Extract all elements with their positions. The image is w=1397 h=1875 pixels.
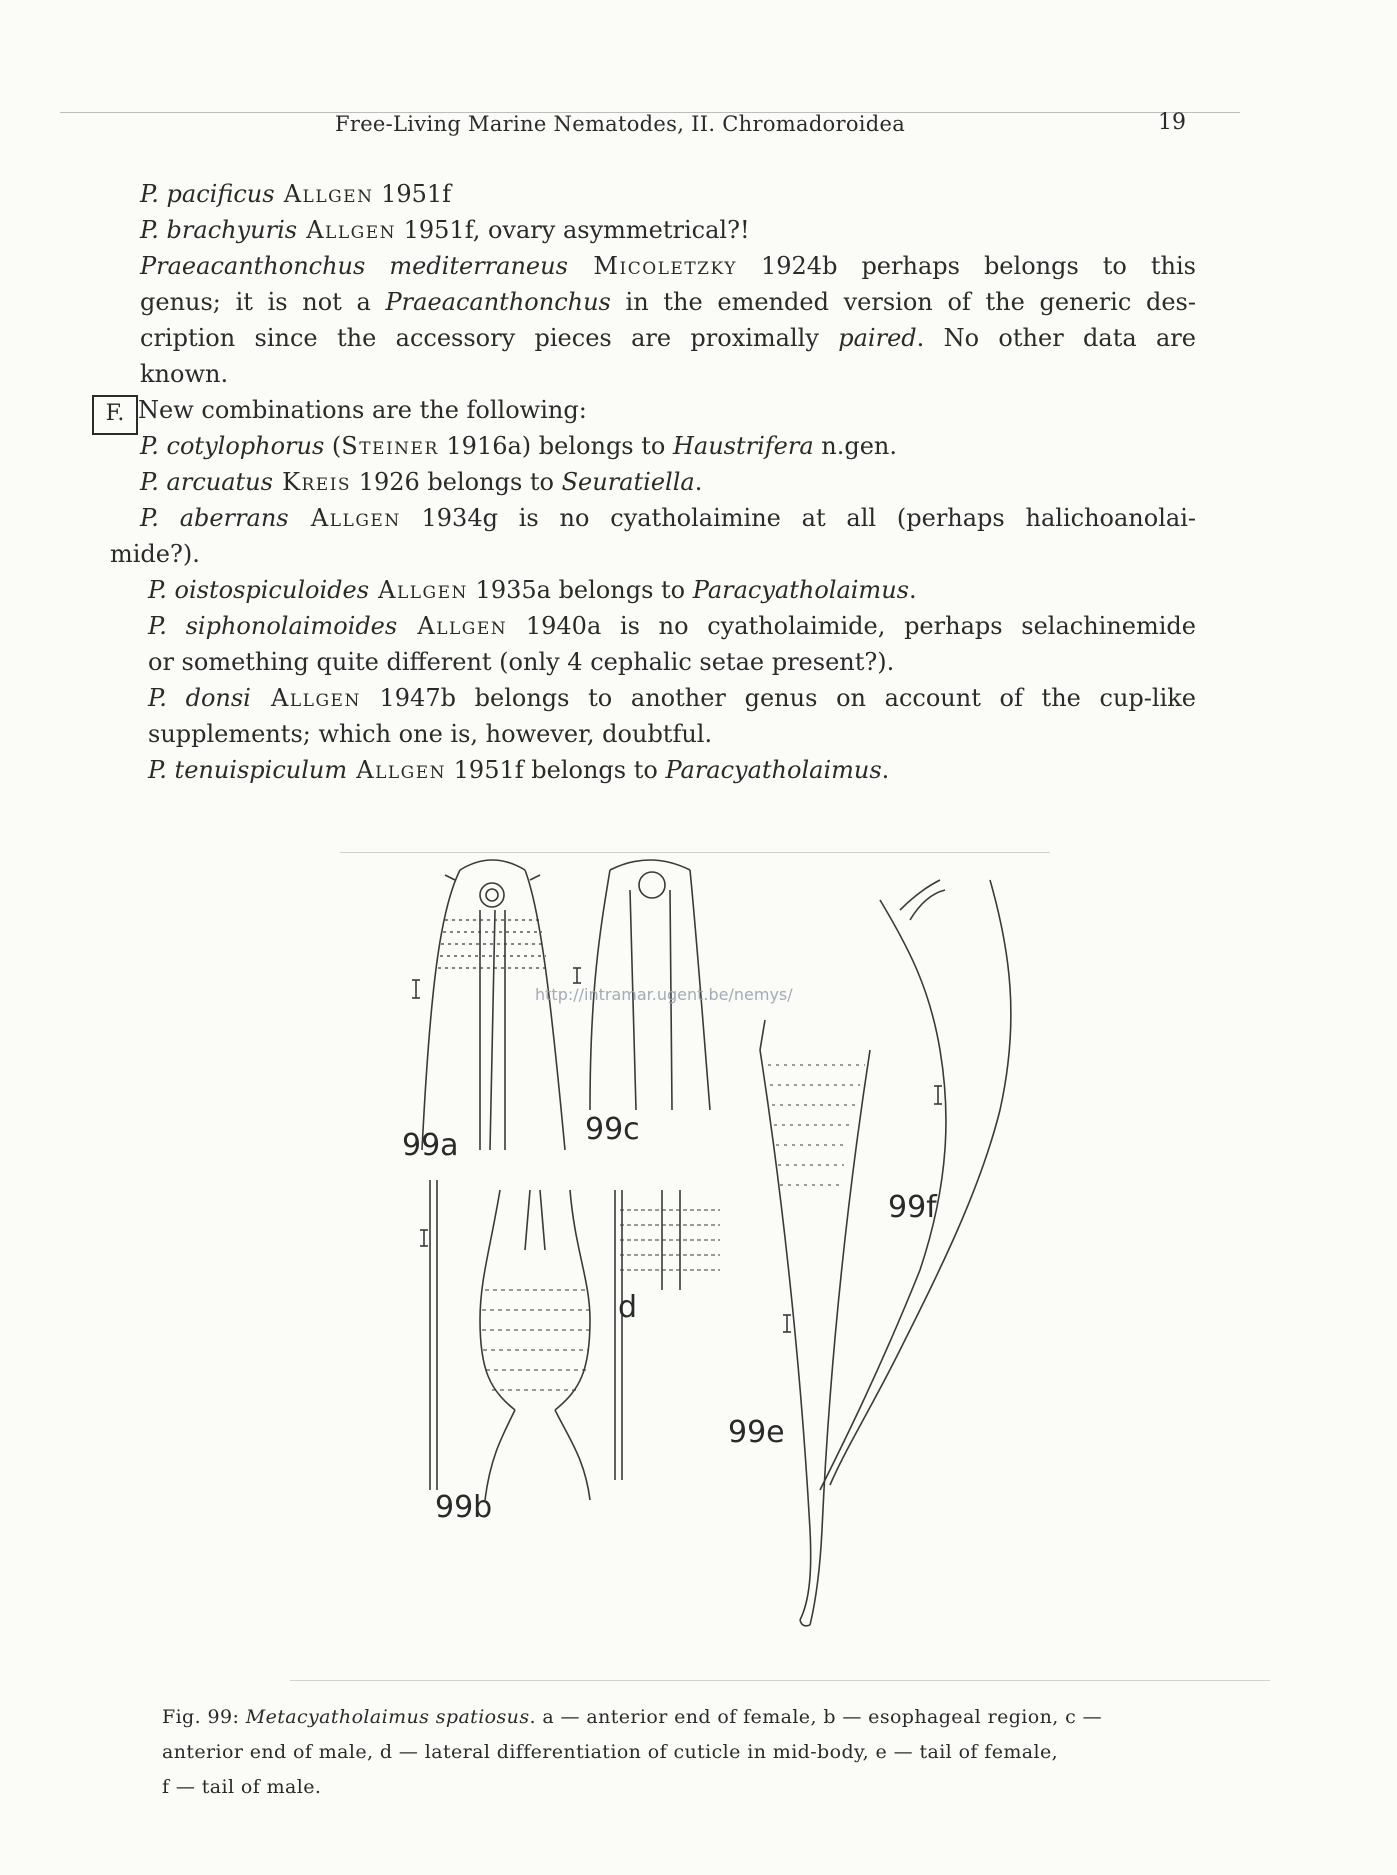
caption-label: Fig. 99: <box>162 1706 246 1728</box>
text-line <box>110 572 1200 608</box>
figure-label-99c: 99c <box>585 1112 640 1147</box>
taxon-name: Seuratiella <box>561 468 695 496</box>
page-number: 19 <box>1158 110 1186 135</box>
body-text <box>110 176 1200 788</box>
taxon-name: P. donsi <box>148 684 251 712</box>
text-span: 1934g is no cyatholaimine at all (perhaps halichoanolai- <box>400 504 1196 532</box>
text-span: 1926 belongs to <box>351 468 562 496</box>
drawing-99b-striation <box>482 1290 590 1390</box>
author-name: Allgen <box>250 684 361 712</box>
text-span: mide?). <box>110 540 200 568</box>
text-span: genus; it is not a <box>140 288 386 316</box>
caption-line: f — tail of male. <box>162 1776 322 1798</box>
text-span: 1951f <box>373 180 452 208</box>
caption-taxon: Metacyatholaimus spatiosus <box>245 1706 530 1728</box>
text-line <box>110 716 1200 752</box>
author-name: Micoletzky <box>567 252 737 280</box>
text-span: 1947b belongs to another genus on account of the cup-like <box>360 684 1197 712</box>
text-span: . No other data are <box>916 324 1196 352</box>
taxon-name: P. aberrans <box>140 504 289 532</box>
taxon-name: P. tenuispiculum <box>148 756 348 784</box>
text-line <box>110 536 1200 572</box>
section-intro: New combinations are the following: <box>138 396 587 424</box>
text-span: 1951f belongs to <box>446 756 666 784</box>
figure-label-99e: 99e <box>728 1415 785 1450</box>
text-line <box>110 752 1200 788</box>
caption-line <box>162 1700 1262 1735</box>
drawing-99a <box>412 860 565 1150</box>
text-line <box>110 392 1200 428</box>
text-line <box>110 356 1200 392</box>
text-line <box>110 320 1196 356</box>
drawing-99b <box>420 1180 622 1500</box>
text-span: 1951f, ovary asymmetrical?! <box>395 216 750 244</box>
text-span: . <box>694 468 703 496</box>
text-line <box>110 608 1196 644</box>
author-name: Steiner <box>341 432 439 460</box>
text-line <box>110 644 1200 680</box>
author-name: Allgen <box>288 504 401 532</box>
text-line <box>110 284 1196 320</box>
text-span: known. <box>140 360 229 388</box>
text-span: supplements; which one is, however, doubtful. <box>148 720 713 748</box>
text-span: cription since the accessory pieces are proximally <box>140 324 839 352</box>
drawing-d <box>620 1210 720 1270</box>
taxon-name: P. pacificus <box>140 180 275 208</box>
author-name: Kreis <box>272 468 352 496</box>
taxon-name: P. oistospiculoides <box>148 576 370 604</box>
text-line <box>110 464 1200 500</box>
author-name: Allgen <box>274 180 374 208</box>
watermark-url: http://intramar.ugent.be/nemys/ <box>535 985 793 1004</box>
text-span: ( <box>324 432 342 460</box>
author-name: Allgen <box>347 756 447 784</box>
text-span: 1916a) belongs to <box>438 432 673 460</box>
text-line <box>110 248 1196 284</box>
text-span: n.gen. <box>813 432 898 460</box>
figure-label-d: d <box>618 1290 638 1325</box>
figure-label-99a: 99a <box>402 1128 459 1163</box>
taxon-name: P. arcuatus <box>140 468 273 496</box>
drawing-99e <box>760 1020 870 1626</box>
author-name: Allgen <box>369 576 468 604</box>
drawing-99f <box>820 880 1011 1490</box>
text-span: 1935a belongs to <box>467 576 693 604</box>
text-span: . <box>908 576 917 604</box>
section-marker-box: F. <box>92 395 138 435</box>
text-span: 1940a is no cyatholaimide, perhaps selachinemide <box>507 612 1196 640</box>
text-line <box>110 428 1200 464</box>
running-header-title: Free-Living Marine Nematodes, II. Chromadoroidea <box>335 112 906 136</box>
taxon-name: Paracyatholaimus <box>692 576 909 604</box>
drawing-99e-striation <box>768 1065 865 1185</box>
text-line <box>110 500 1196 536</box>
caption-rule <box>290 1680 1270 1681</box>
taxon-name: Praeacanthonchus <box>385 288 611 316</box>
caption-line: anterior end of male, d — lateral differentiation of cuticle in mid-body, e — tail of female, <box>162 1741 1059 1763</box>
taxon-name: P. siphonolaimoides <box>148 612 398 640</box>
emphasis: paired <box>838 324 917 352</box>
figure-label-99f: 99f <box>888 1190 937 1225</box>
text-line <box>110 176 1200 212</box>
caption-text: . a — anterior end of female, b — esophageal region, c — <box>529 1706 1102 1728</box>
text-span: or something quite different (only 4 cephalic setae present?). <box>148 648 895 676</box>
taxon-name: P. brachyuris <box>140 216 298 244</box>
figure-drawings <box>340 850 1080 1650</box>
text-span: 1924b perhaps belongs to this <box>736 252 1196 280</box>
figure-label-99b: 99b <box>435 1490 493 1525</box>
text-span: . <box>881 756 890 784</box>
taxon-name: Paracyatholaimus <box>665 756 882 784</box>
text-line <box>110 212 1200 248</box>
author-name: Allgen <box>297 216 396 244</box>
figure-caption <box>162 1700 1262 1805</box>
author-name: Allgen <box>397 612 508 640</box>
taxon-name: P. cotylophorus <box>140 432 325 460</box>
figure-99 <box>340 850 1080 1650</box>
taxon-name: Praeacanthonchus mediterraneus <box>140 252 568 280</box>
text-line <box>110 680 1196 716</box>
taxon-name: Haustrifera <box>672 432 814 460</box>
drawing-99a-striation <box>438 920 548 968</box>
text-span: in the emended version of the generic des- <box>610 288 1196 316</box>
